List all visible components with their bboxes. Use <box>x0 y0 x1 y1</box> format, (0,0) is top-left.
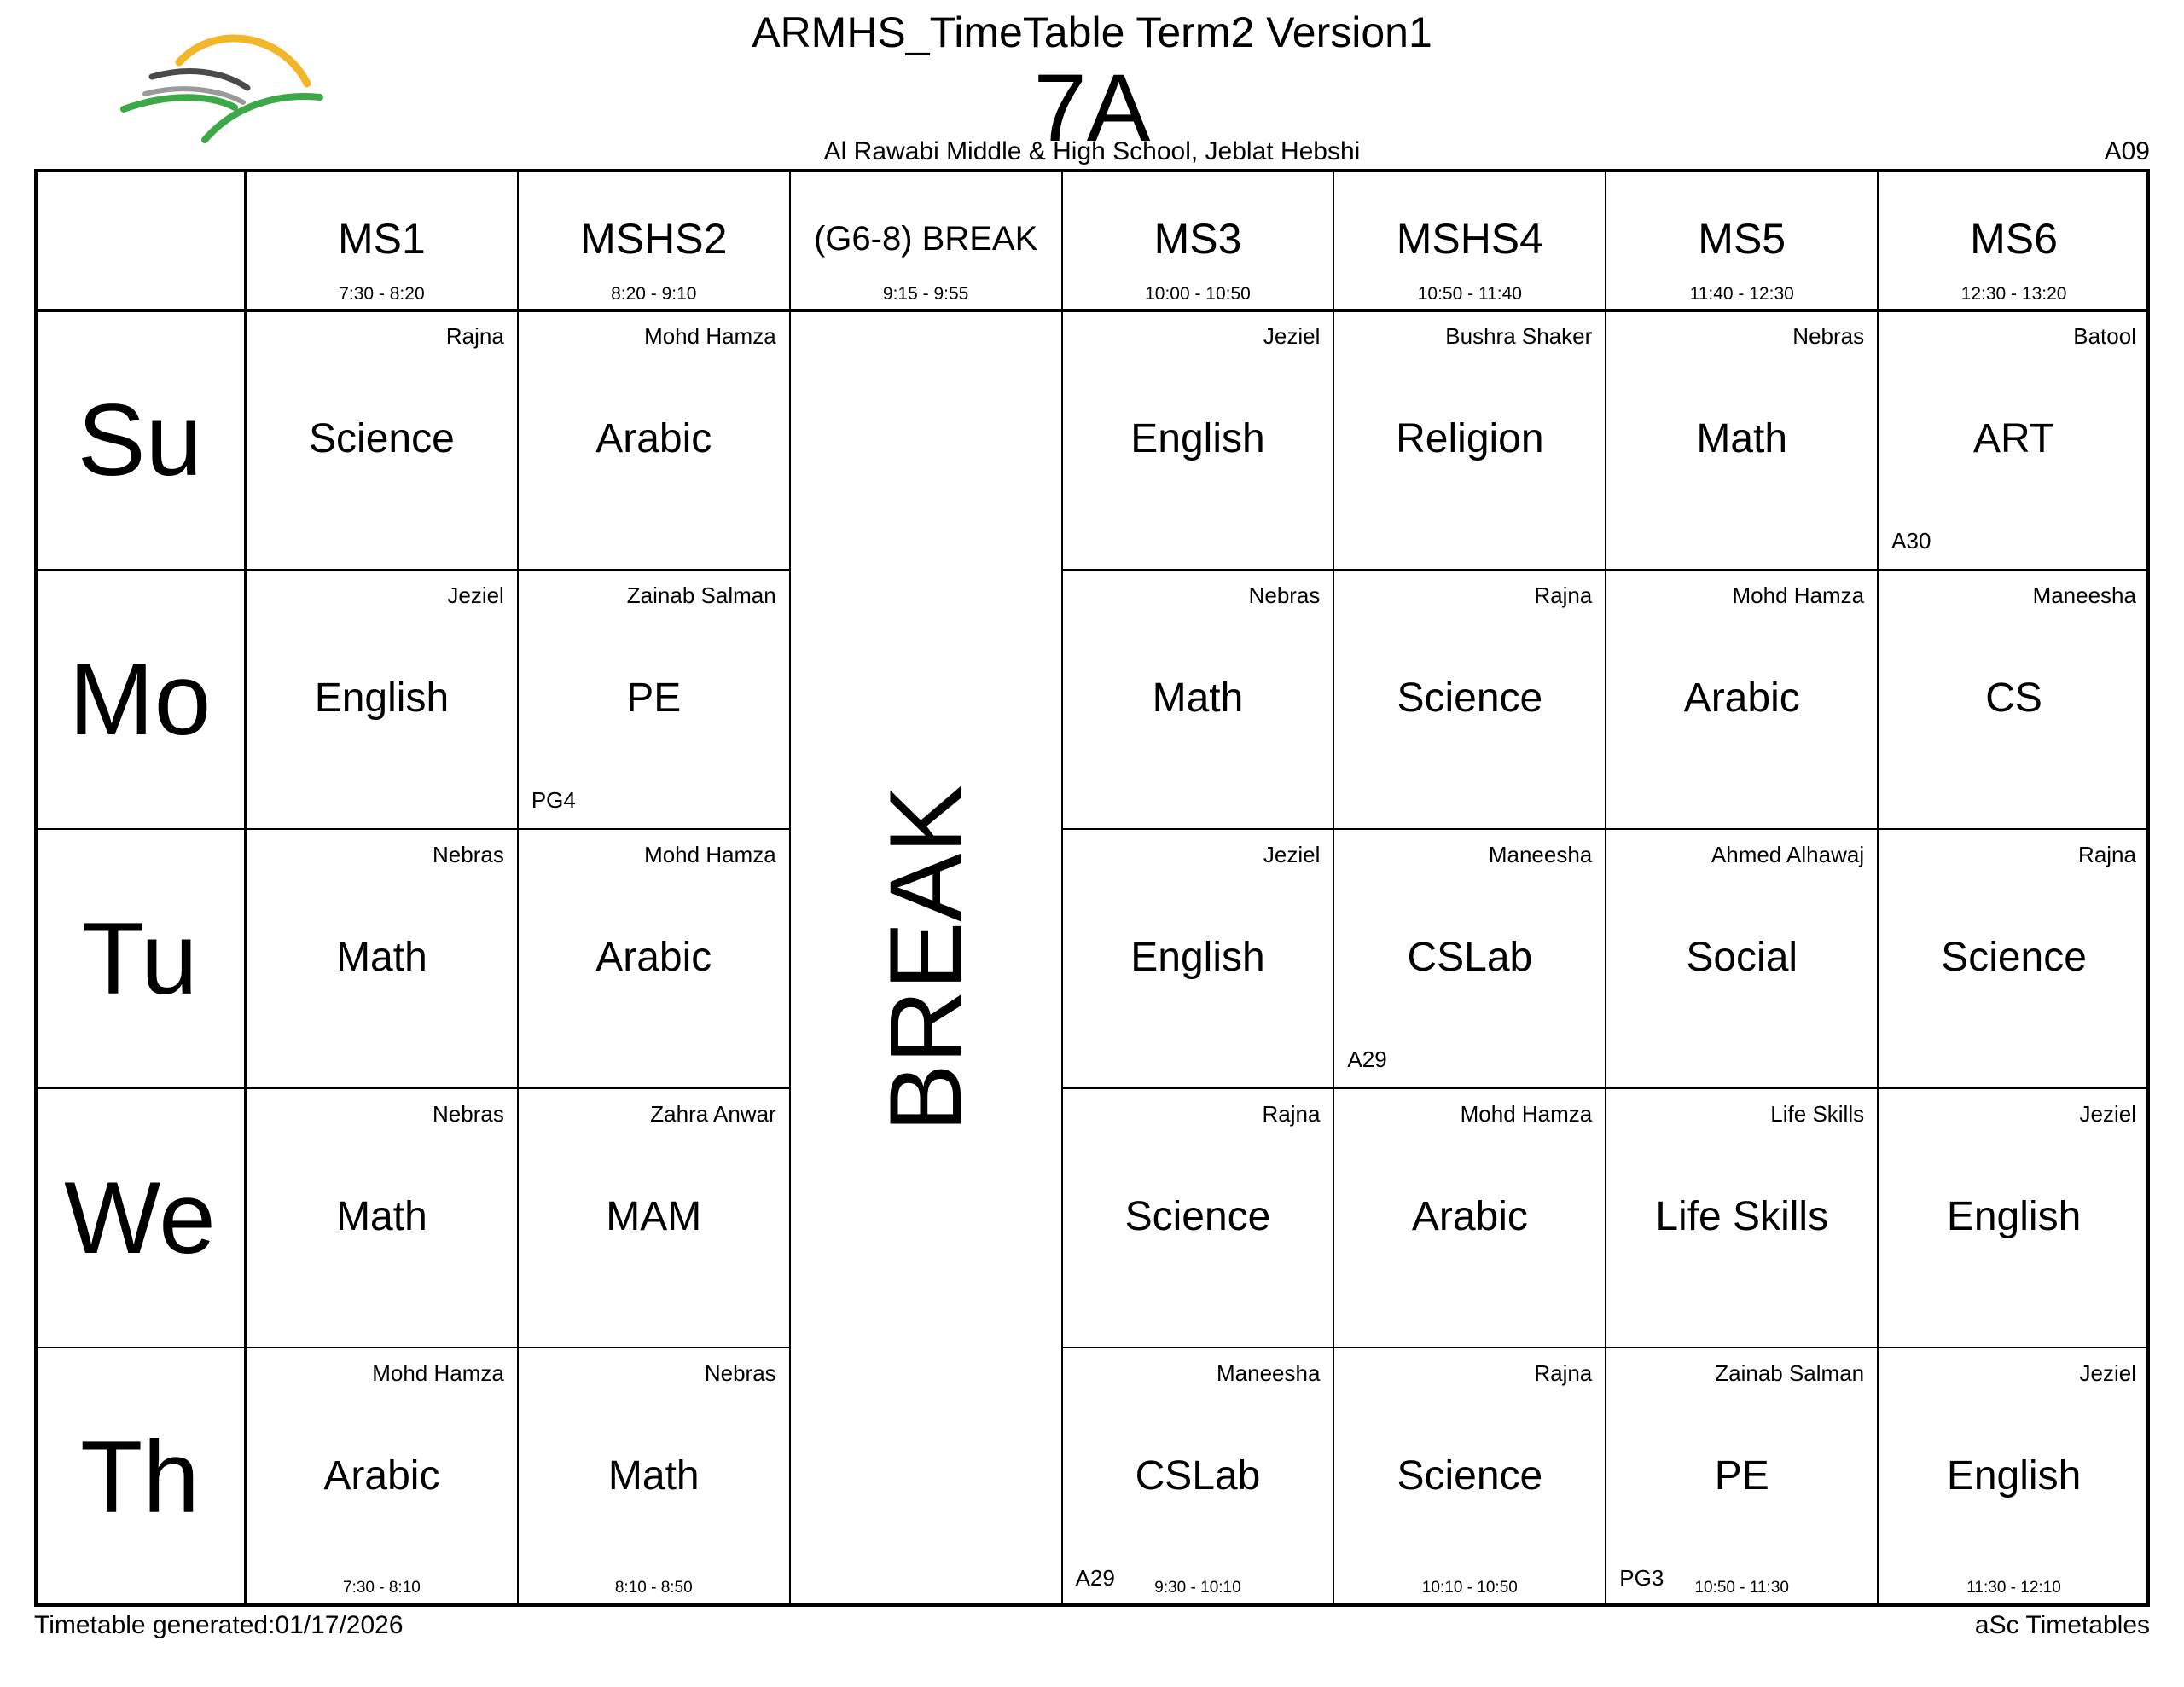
lesson-cell[interactable] <box>1606 1088 1878 1348</box>
teacher-name: Rajna <box>1534 1360 1593 1386</box>
subject-name: Arabic <box>595 935 712 980</box>
lesson-cell[interactable] <box>1878 1088 2150 1348</box>
lesson-time: 9:30 - 10:10 <box>1154 1579 1241 1597</box>
row-divider <box>34 828 790 830</box>
teacher-name: Ahmed Alhawaj <box>1711 842 1865 867</box>
column-divider <box>1605 169 1606 1607</box>
subject-name: Science <box>309 416 455 461</box>
break-column <box>790 310 1062 1607</box>
lesson-cell[interactable] <box>1606 1348 1878 1607</box>
lesson-cell[interactable] <box>1606 310 1878 570</box>
subject-name: PE <box>1714 1453 1769 1499</box>
row-divider <box>1062 1347 2150 1348</box>
period-name: (G6-8) BREAK <box>813 220 1038 258</box>
lesson-cell[interactable] <box>246 1348 518 1607</box>
teacher-name: Zainab Salman <box>1715 1360 1865 1386</box>
subject-name: Math <box>1696 416 1788 461</box>
day-cell <box>34 570 246 829</box>
subject-name: English <box>1946 1453 2082 1499</box>
day-column-border <box>244 169 247 1607</box>
period-time: 12:30 - 13:20 <box>1960 284 2067 304</box>
period-time: 9:15 - 9:55 <box>882 284 969 304</box>
lesson-cell[interactable] <box>1062 829 1334 1088</box>
teacher-name: Rajna <box>1262 1101 1321 1127</box>
period-header <box>1878 169 2150 310</box>
lesson-time: 7:30 - 8:10 <box>343 1579 421 1597</box>
teacher-name: Mohd Hamza <box>372 1360 504 1386</box>
lesson-cell[interactable] <box>246 310 518 570</box>
subject-name: Life Skills <box>1655 1194 1829 1239</box>
subject-name: CS <box>1985 675 2042 721</box>
room-code: A29 <box>1075 1565 1115 1591</box>
lesson-cell[interactable] <box>1606 829 1878 1088</box>
teacher-name: Maneesha <box>1488 842 1593 867</box>
subject-name: Religion <box>1396 416 1544 461</box>
teacher-name: Jeziel <box>1263 842 1321 867</box>
period-header <box>518 169 790 310</box>
subject-name: ART <box>1972 416 2055 461</box>
lesson-cell[interactable] <box>1062 1348 1334 1607</box>
period-name: MSHS4 <box>1396 215 1543 263</box>
class-name: 7A <box>1033 55 1151 161</box>
lesson-time: 11:30 - 12:10 <box>1966 1579 2061 1597</box>
row-divider <box>1062 569 2150 571</box>
teacher-name: Jeziel <box>2079 1360 2136 1386</box>
teacher-name: Jeziel <box>447 583 504 608</box>
teacher-name: Maneesha <box>2032 583 2136 608</box>
subject-name: Math <box>607 1453 700 1499</box>
teacher-name: Life Skills <box>1770 1101 1865 1127</box>
subject-name: Science <box>1397 675 1543 721</box>
subject-name: Arabic <box>595 416 712 461</box>
lesson-cell[interactable] <box>518 1348 790 1607</box>
column-divider <box>517 169 519 1607</box>
lesson-cell[interactable] <box>518 829 790 1088</box>
day-label: We <box>64 1161 216 1275</box>
period-name: MS3 <box>1153 215 1242 263</box>
lesson-cell[interactable] <box>1878 570 2150 829</box>
teacher-name: Mohd Hamza <box>644 323 776 349</box>
header-row-border <box>34 309 2150 312</box>
row-divider <box>34 1087 790 1089</box>
timetable-grid <box>34 169 2150 1607</box>
lesson-time: 10:10 - 10:50 <box>1421 1579 1518 1597</box>
teacher-name: Nebras <box>704 1360 776 1386</box>
room-code: A29 <box>1347 1046 1387 1072</box>
period-time: 7:30 - 8:20 <box>339 284 425 304</box>
teacher-name: Bushra Shaker <box>1445 323 1593 349</box>
subject-name: Social <box>1686 935 1798 980</box>
day-cell <box>34 1088 246 1348</box>
lesson-cell[interactable] <box>1878 310 2150 570</box>
period-name: MSHS2 <box>580 215 728 263</box>
day-label: Su <box>77 383 203 497</box>
period-name: MS5 <box>1698 215 1786 263</box>
lesson-cell[interactable] <box>1606 570 1878 829</box>
subject-name: Arabic <box>1411 1194 1528 1239</box>
day-label: Tu <box>82 901 198 1016</box>
period-header <box>1606 169 1878 310</box>
school-name: Al Rawabi Middle & High School, Jeblat Hebshi <box>823 137 1361 165</box>
lesson-cell[interactable] <box>518 570 790 829</box>
day-label: Th <box>79 1420 200 1534</box>
subject-name: Math <box>1152 675 1244 721</box>
subject-name: English <box>1130 935 1265 980</box>
subject-name: Science <box>1941 935 2087 980</box>
lesson-cell[interactable] <box>246 1088 518 1348</box>
subject-name: Arabic <box>323 1453 440 1499</box>
lesson-cell[interactable] <box>1333 1348 1606 1607</box>
subject-name: Arabic <box>1683 675 1800 721</box>
lesson-cell[interactable] <box>1333 829 1606 1088</box>
day-label: Mo <box>68 642 212 757</box>
period-time: 10:00 - 10:50 <box>1145 284 1251 304</box>
grid-border <box>34 169 38 1607</box>
lesson-time: 10:50 - 11:30 <box>1694 1579 1789 1597</box>
lesson-cell[interactable] <box>1333 1088 1606 1348</box>
day-cell <box>34 1348 246 1607</box>
teacher-name: Mohd Hamza <box>1460 1101 1593 1127</box>
lesson-cell[interactable] <box>1878 829 2150 1088</box>
teacher-name: Rajna <box>445 323 504 349</box>
teacher-name: Rajna <box>2078 842 2136 867</box>
subject-name: Science <box>1397 1453 1543 1499</box>
generated-date: Timetable generated:01/17/2026 <box>34 1611 404 1639</box>
column-divider <box>1061 169 1063 1607</box>
teacher-name: Nebras <box>433 842 504 867</box>
column-divider <box>1877 169 1879 1607</box>
teacher-name: Jeziel <box>1263 323 1321 349</box>
teacher-name: Nebras <box>433 1101 504 1127</box>
period-header <box>1333 169 1606 310</box>
subject-name: Math <box>336 935 427 980</box>
teacher-name: Maneesha <box>1216 1360 1321 1386</box>
column-divider <box>789 169 791 1607</box>
column-divider <box>1333 169 1334 1607</box>
period-time: 8:20 - 9:10 <box>611 284 697 304</box>
teacher-name: Mohd Hamza <box>644 842 776 867</box>
period-time: 11:40 - 12:30 <box>1689 284 1794 304</box>
period-header <box>246 169 518 310</box>
teacher-name: Nebras <box>1792 323 1865 349</box>
period-name: MS6 <box>1970 215 2058 263</box>
subject-name: English <box>1946 1194 2082 1239</box>
software-credit: aSc Timetables <box>1974 1611 2150 1639</box>
timetable-title: ARMHS_TimeTable Term2 Version1 <box>752 9 1432 56</box>
home-room-code: A09 <box>2104 137 2150 165</box>
grid-border <box>2146 169 2150 1607</box>
row-divider <box>1062 828 2150 830</box>
period-time: 10:50 - 11:40 <box>1417 284 1522 304</box>
teacher-name: Batool <box>2073 323 2136 349</box>
subject-name: English <box>314 675 450 721</box>
subject-name: MAM <box>606 1194 702 1239</box>
lesson-cell[interactable] <box>1333 310 1606 570</box>
lesson-cell[interactable] <box>246 829 518 1088</box>
teacher-name: Jeziel <box>2079 1101 2136 1127</box>
period-header <box>1062 169 1334 310</box>
lesson-cell[interactable] <box>1878 1348 2150 1607</box>
period-header <box>790 169 1062 310</box>
teacher-name: Rajna <box>1534 583 1593 608</box>
grid-border <box>34 1603 2150 1607</box>
subject-name: Science <box>1124 1194 1271 1239</box>
teacher-name: Mohd Hamza <box>1732 583 1865 608</box>
lesson-cell[interactable] <box>1333 570 1606 829</box>
teacher-name: Zainab Salman <box>626 583 776 608</box>
lesson-cell[interactable] <box>1062 310 1334 570</box>
lesson-cell[interactable] <box>1062 570 1334 829</box>
subject-name: English <box>1130 416 1265 461</box>
room-code: A30 <box>1891 528 1931 554</box>
subject-name: CSLab <box>1135 1453 1261 1499</box>
subject-name: CSLab <box>1407 935 1533 980</box>
lesson-cell[interactable] <box>246 570 518 829</box>
day-cell <box>34 829 246 1088</box>
grid-border <box>34 169 2150 172</box>
row-divider <box>34 569 790 571</box>
lesson-cell[interactable] <box>518 310 790 570</box>
room-code: PG4 <box>531 787 576 813</box>
day-cell <box>34 310 246 570</box>
row-divider <box>34 1347 790 1348</box>
lesson-time: 8:10 - 8:50 <box>614 1579 693 1597</box>
subject-name: PE <box>626 675 682 721</box>
lesson-cell[interactable] <box>1062 1088 1334 1348</box>
teacher-name: Nebras <box>1248 583 1321 608</box>
subject-name: Math <box>336 1194 427 1239</box>
row-divider <box>1062 1087 2150 1089</box>
period-name: MS1 <box>338 215 426 263</box>
lesson-cell[interactable] <box>518 1088 790 1348</box>
room-code: PG3 <box>1619 1565 1664 1591</box>
break-label: BREAK <box>868 785 984 1133</box>
teacher-name: Zahra Anwar <box>650 1101 776 1127</box>
